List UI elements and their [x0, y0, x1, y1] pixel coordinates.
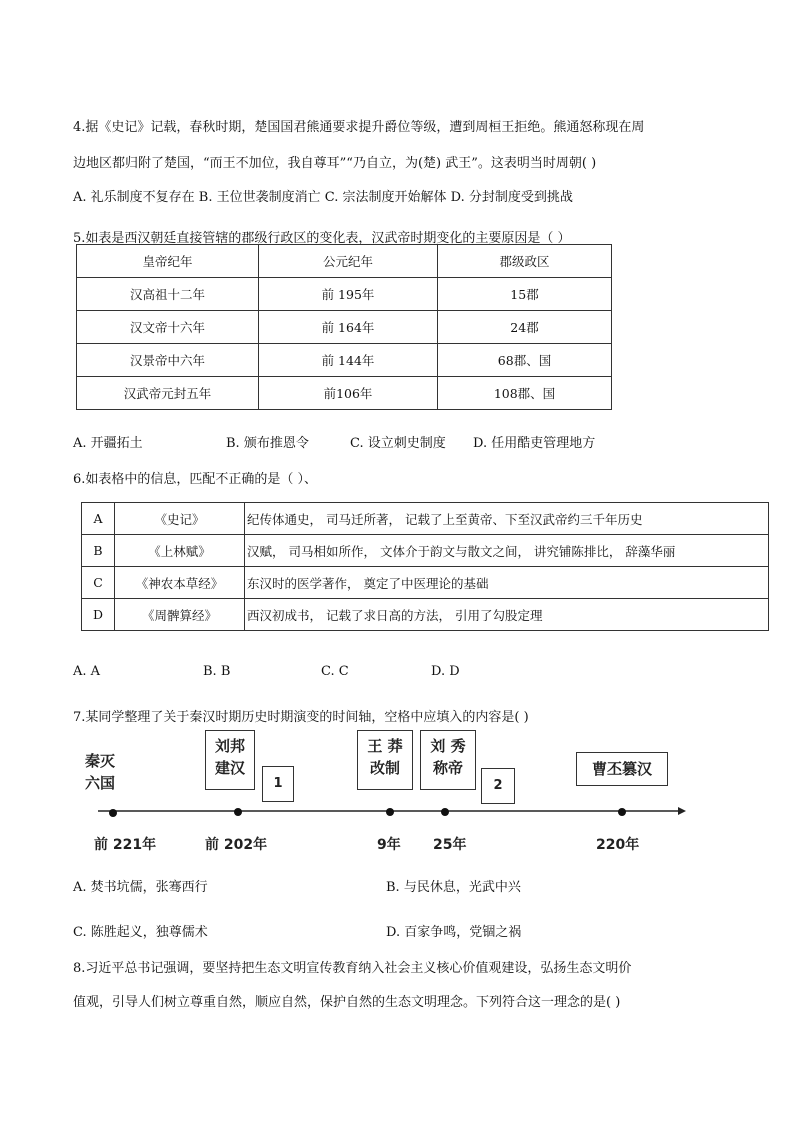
- table-cell: 西汉初成书， 记载了求日高的方法， 引用了勾股定理: [245, 599, 769, 631]
- option-d: D. D: [431, 664, 460, 679]
- year-label: 25年: [433, 837, 467, 853]
- option-b: B. 颁布推恩令: [226, 436, 309, 451]
- table-cell: 《史记》: [115, 503, 245, 535]
- caopi-box: 曹丕篡汉: [576, 752, 668, 786]
- option-c: C. 设立刺史制度: [350, 436, 446, 451]
- table-cell: 15郡: [438, 278, 612, 311]
- table-cell: 108郡、国: [438, 377, 612, 410]
- year-label: 220年: [596, 837, 640, 853]
- q8-line2: 值观，引导人们树立尊重自然，顺应自然，保护自然的生态文明理念。下列符合这一理念的是( ): [73, 995, 621, 1010]
- table-header: 郡级政区: [438, 245, 612, 278]
- q4-line2: 边地区都归附了楚国，“而王不加位，我自尊耳”“乃自立，为(楚) 武王”。这表明当时周朝( ): [73, 156, 597, 171]
- q4-options: A. 礼乐制度不复存在 B. 王位世袭制度消亡 C. 宗法制度开始解体 D. 分封制度受到挑战: [73, 190, 573, 205]
- liuxiu-box: 刘 秀 称帝: [420, 730, 476, 790]
- table-row: [82, 503, 769, 535]
- q6-options: [73, 664, 460, 679]
- q6-table: [81, 502, 769, 631]
- table-cell: 汉赋， 司马相如所作， 文体介于韵文与散文之间， 讲究铺陈排比， 辞藻华丽: [245, 535, 769, 567]
- timeline-dot: [441, 808, 449, 816]
- table-row: [77, 344, 612, 377]
- table-cell: C: [82, 567, 115, 599]
- wangmang-box: 王 莽 改制: [357, 730, 413, 790]
- timeline-dot: [109, 809, 117, 817]
- table-cell: D: [82, 599, 115, 631]
- table-row: [82, 567, 769, 599]
- q6-stem: 6.如表格中的信息，匹配不正确的是（ ）、: [73, 472, 318, 487]
- q5-stem: 5.如表是西汉朝廷直接管辖的郡级行政区的变化表，汉武帝时期变化的主要原因是（ ）: [73, 231, 571, 246]
- table-header: 公元纪年: [259, 245, 438, 278]
- year-label: 前 221年: [94, 837, 157, 853]
- option-d: D. 百家争鸣，党锢之祸: [386, 925, 522, 940]
- table-row: [77, 311, 612, 344]
- blank-box-2: 2: [481, 768, 515, 804]
- table-cell: 《周髀算经》: [115, 599, 245, 631]
- table-cell: 前 144年: [259, 344, 438, 377]
- table-cell: 汉景帝中六年: [77, 344, 259, 377]
- table-row: [77, 245, 612, 278]
- table-cell: 汉文帝十六年: [77, 311, 259, 344]
- option-c: C. C: [321, 664, 349, 679]
- q7-stem: 7.某同学整理了关于秦汉时期历史时期演变的时间轴，空格中应填入的内容是( ): [73, 710, 529, 725]
- table-cell: 纪传体通史， 司马迁所著， 记载了上至黄帝、下至汉武帝约三千年历史: [245, 503, 769, 535]
- table-cell: 前 164年: [259, 311, 438, 344]
- timeline: [80, 730, 700, 855]
- table-cell: 汉武帝元封五年: [77, 377, 259, 410]
- option-b: B. B: [203, 664, 231, 679]
- table-cell: 前106年: [259, 377, 438, 410]
- table-row: [82, 599, 769, 631]
- q7-options-row2: [73, 921, 521, 940]
- option-a: A. 焚书坑儒，张骞西行: [73, 880, 208, 895]
- q4-line1: 4.据《史记》记载，春秋时期，楚国国君熊通要求提升爵位等级，遭到周桓王拒绝。熊通怒称现在周: [73, 120, 645, 135]
- liubang-box: 刘邦 建汉: [205, 730, 255, 790]
- table-cell: 68郡、国: [438, 344, 612, 377]
- timeline-dot: [618, 808, 626, 816]
- table-header: 皇帝纪年: [77, 245, 259, 278]
- year-label: 前 202年: [205, 837, 268, 853]
- year-label: 9年: [377, 837, 401, 853]
- table-cell: 《神农本草经》: [115, 567, 245, 599]
- timeline-dot: [386, 808, 394, 816]
- table-row: [82, 535, 769, 567]
- option-c: C. 陈胜起义，独尊儒术: [73, 925, 208, 940]
- q7-options-row1: [73, 876, 521, 895]
- table-cell: 24郡: [438, 311, 612, 344]
- option-a: A. 开疆拓土: [73, 436, 143, 451]
- timeline-dot: [234, 808, 242, 816]
- blank-box-1: 1: [262, 766, 294, 802]
- table-cell: 东汉时的医学著作， 奠定了中医理论的基础: [245, 567, 769, 599]
- table-cell: 汉高祖十二年: [77, 278, 259, 311]
- table-cell: 前 195年: [259, 278, 438, 311]
- option-a: A. A: [73, 664, 101, 679]
- q5-options: [73, 432, 595, 451]
- table-row: [77, 278, 612, 311]
- table-row: [77, 377, 612, 410]
- table-cell: A: [82, 503, 115, 535]
- qin-label: 秦灭 六国: [85, 752, 116, 792]
- q5-table: [76, 244, 612, 410]
- option-d: D. 任用酷吏管理地方: [473, 436, 596, 451]
- q8-line1: 8.习近平总书记强调，要坚持把生态文明宣传教育纳入社会主义核心价值观建设，弘扬生态文明价: [73, 961, 632, 976]
- table-cell: 《上林赋》: [115, 535, 245, 567]
- table-cell: B: [82, 535, 115, 567]
- option-b: B. 与民休息，光武中兴: [386, 880, 521, 895]
